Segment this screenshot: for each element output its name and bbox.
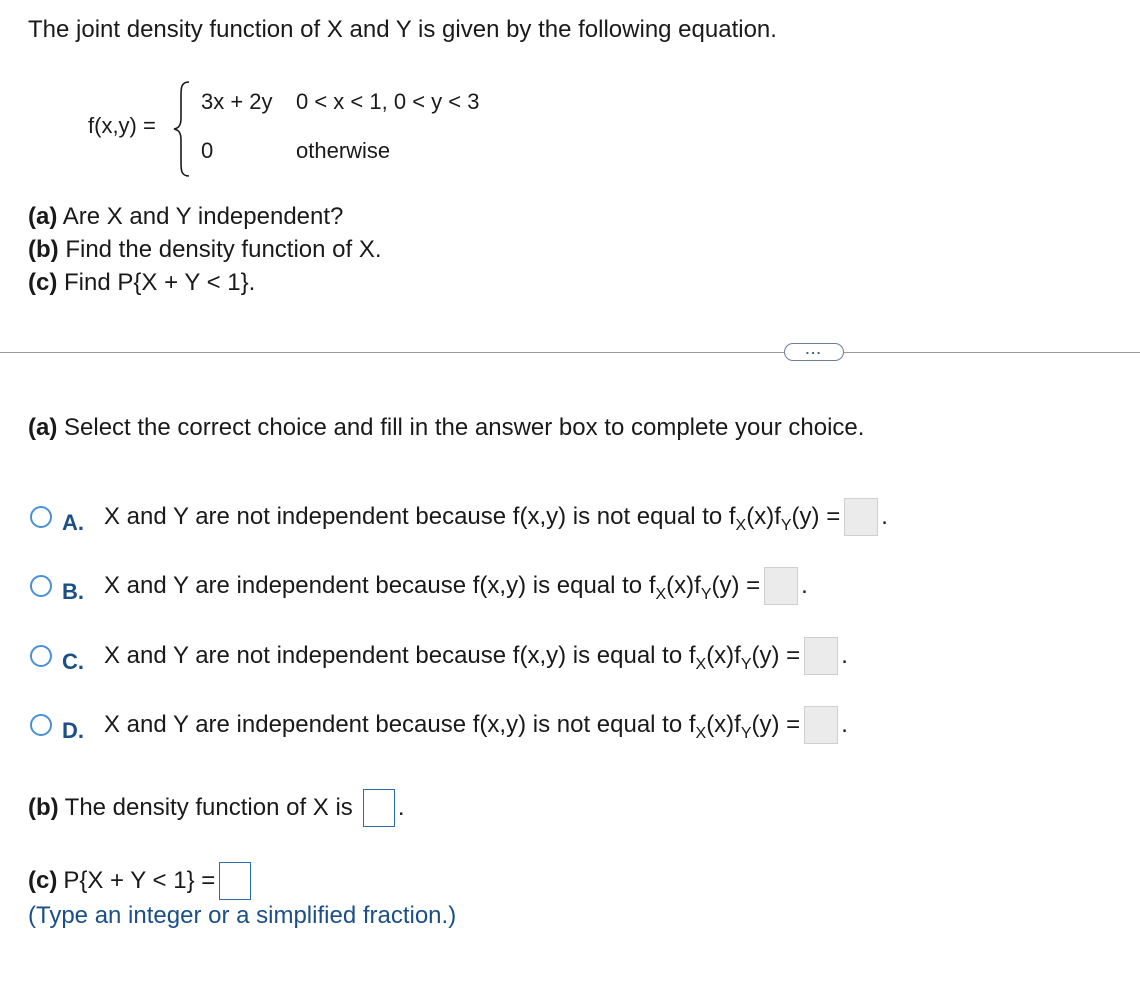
question-a-text: Are X and Y independent? (62, 203, 344, 230)
more-options-button[interactable] (784, 343, 844, 361)
part-c-line (28, 862, 251, 900)
part-a-instruction-text: Select the correct choice and fill in the answer box to complete your choice. (64, 414, 865, 441)
case-2-expression: 0 (201, 138, 214, 163)
question-a (28, 203, 343, 231)
part-b-answer-box[interactable] (363, 789, 395, 827)
part-b-text: The density function of X is (64, 794, 353, 821)
part-b-tag: (b) (28, 794, 59, 821)
question-b-tag: (b) (28, 236, 59, 263)
choice-a-text: X and Y are not independent because f(x,y) is not equal to $f_X(x)f_Y(y)$ = (104, 503, 841, 534)
part-b-line: (b) The density function of X is . (28, 789, 404, 827)
part-c-tag: (c) (28, 867, 58, 894)
answer-format-hint: (Type an integer or a simplified fraction.) (28, 902, 457, 929)
choice-d-text: X and Y are independent because f(x,y) is not equal to $f_X(x)f_Y(y)$ = (104, 711, 801, 742)
case-1-condition: 0 < x < 1, 0 < y < 3 (296, 89, 480, 114)
ellipsis-icon: ... (805, 342, 823, 357)
part-c-answer-box[interactable] (219, 862, 251, 900)
part-a-tag: (a) (28, 414, 58, 441)
choice-c-radio[interactable] (30, 645, 52, 667)
choice-d-answer-box[interactable] (804, 706, 838, 744)
choice-b-answer-box[interactable] (764, 567, 798, 605)
choice-d[interactable]: D. X and Y are independent because f(x,y) is not equal to $f_X(x)f_Y(y)$ = . (30, 705, 848, 745)
case-1-expression: 3x + 2y (201, 89, 273, 114)
choice-a-answer-box[interactable] (844, 498, 878, 536)
choice-c-answer-box[interactable] (804, 637, 838, 675)
function-label: f(x,y) = (88, 113, 156, 138)
choice-a[interactable]: A. X and Y are not independent because f(x,y) is not equal to $f_X(x)f_Y(y)$ = . (30, 497, 888, 537)
problem-intro: The joint density function of X and Y is given by the following equation. (28, 16, 777, 43)
part-a-instruction (28, 414, 864, 442)
question-c-text: Find P{X + Y < 1}. (64, 269, 256, 296)
question-b-text: Find the density function of X. (65, 236, 382, 263)
choice-a-radio[interactable] (30, 506, 52, 528)
question-c-tag: (c) (28, 269, 58, 296)
choice-d-radio[interactable] (30, 714, 52, 736)
choice-c[interactable]: C. X and Y are not independent because f(x,y) is equal to $f_X(x)f_Y(y)$ = . (30, 636, 848, 676)
choice-b-text: X and Y are independent because f(x,y) is equal to $f_X(x)f_Y(y)$ = (104, 572, 761, 603)
choice-b-radio[interactable] (30, 575, 52, 597)
question-a-tag: (a) (28, 203, 58, 230)
part-c-text: P{X + Y < 1} = (63, 867, 216, 894)
section-divider (0, 352, 1140, 353)
question-c (28, 269, 255, 297)
choice-c-text: X and Y are not independent because f(x,y) is equal to $f_X(x)f_Y(y)$ = (104, 642, 801, 673)
choice-b-letter: B. (62, 579, 84, 604)
choice-a-letter: A. (62, 510, 84, 535)
choice-d-letter: D. (62, 718, 84, 743)
choice-c-letter: C. (62, 649, 84, 674)
case-2-condition: otherwise (296, 138, 391, 163)
left-brace-icon (171, 80, 193, 178)
choice-b[interactable]: B. X and Y are independent because f(x,y) is equal to $f_X(x)f_Y(y)$ = . (30, 566, 808, 606)
question-b (28, 236, 382, 264)
